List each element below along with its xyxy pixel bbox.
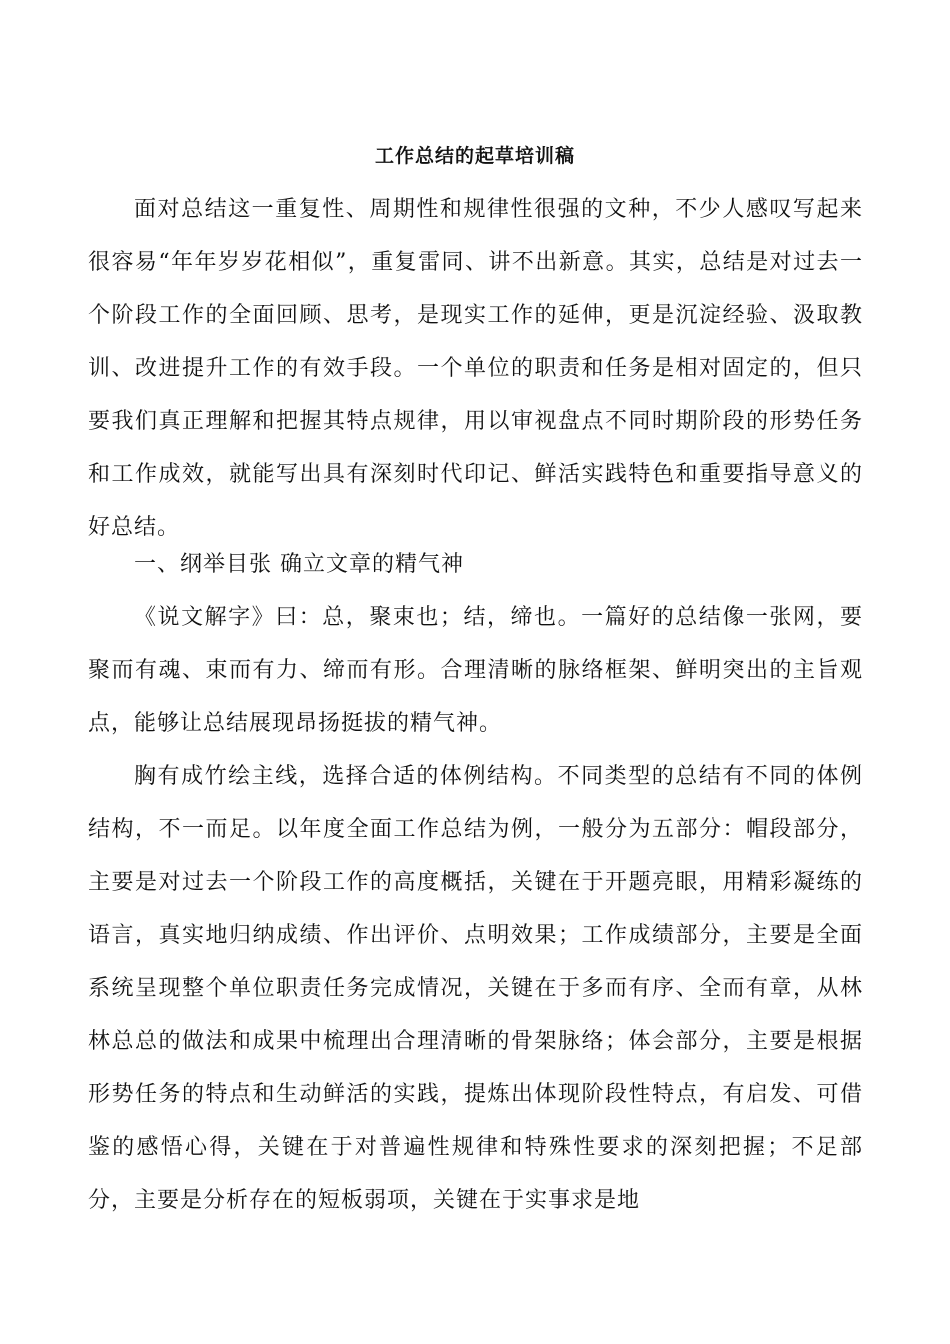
section-1-paragraph-1: 《说文解字》曰：总，聚束也；结，缔也。一篇好的总结像一张网，要聚而有魂、束而有力、缔而有形。合理清晰的脉络框架、鲜明突出的主旨观点，能够让总结展现昂扬挺拔的精气神。 — [88, 605, 863, 736]
section-1-paragraph-2: 胸有成竹绘主线，选择合适的体例结构。不同类型的总结有不同的体例结构，不一而足。以年度全面工作总结为例，一般分为五部分：帽段部分，主要是对过去一个阶段工作的高度概括，关键在于开题亮眼，用精彩凝练的语言，真实地归纳成绩、作出评价、点明效果；工作成绩部分，主要是全面系统呈现整个单位职责任务完成情况，关键在于多而有序、全而有章，从林林总总的做法和成果中梳理出合理清晰的骨架脉络；体会部分，主要是根据形势任务的特点和生动鲜活的实践，提炼出体现阶段性特点，有启发、可借鉴的感悟心得，关键在于对普遍性规律和特殊性要求的深刻把握；不足部分，主要是分析存在的短板弱项，关键在于实事求是地 — [88, 764, 863, 1213]
document-title: 工作总结的起草培训稿 — [374, 145, 575, 167]
section-heading-1: 一、纲举目张 确立文章的精气神 — [134, 552, 464, 577]
intro-paragraph: 面对总结这一重复性、周期性和规律性很强的文种，不少人感叹写起来很容易“年年岁岁花相似”，重复雷同、讲不出新意。其实，总结是对过去一个阶段工作的全面回顾、思考，是现实工作的延伸，更是沉淀经验、汲取教训、改进提升工作的有效手段。一个单位的职责和任务是相对固定的，但只要我们真正理解和把握其特点规律，用以审视盘点不同时期阶段的形势任务和工作成效，就能写出具有深刻时代印记、鲜活实践特色和重要指导意义的好总结。 — [88, 197, 863, 540]
